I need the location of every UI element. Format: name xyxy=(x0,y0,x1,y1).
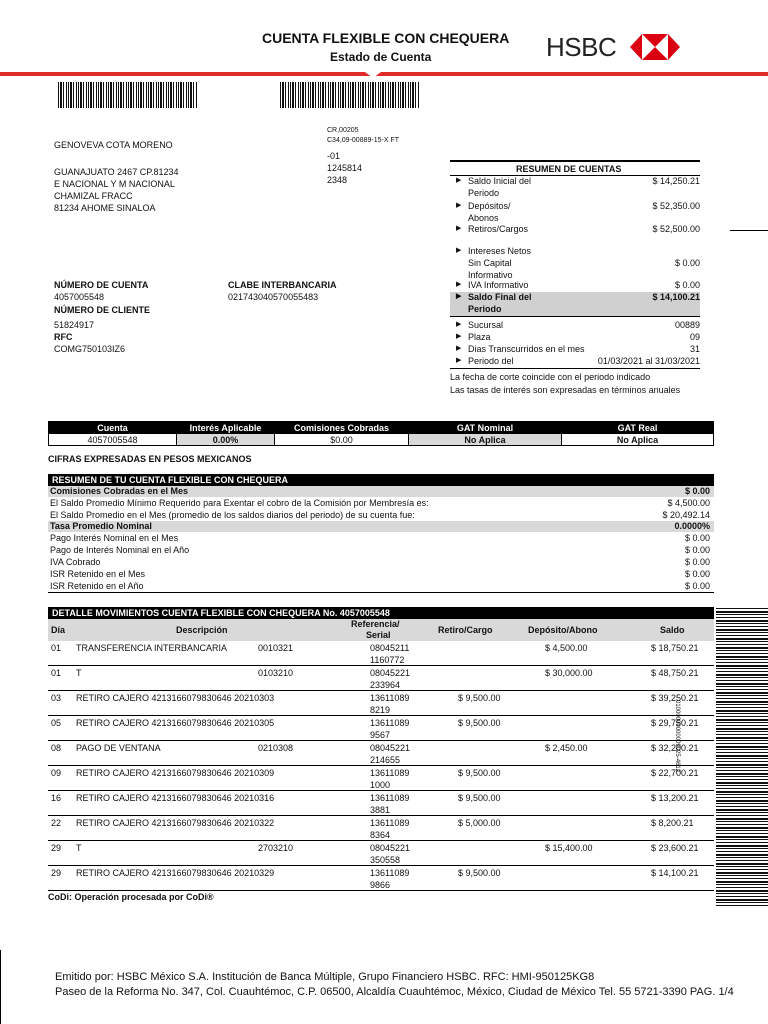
comisiones-row xyxy=(48,486,714,497)
transaction-day: 29 xyxy=(51,843,62,853)
transaction-description-code: 0010321 xyxy=(258,643,294,653)
gat-value-cell: No Aplica xyxy=(409,434,562,446)
summary-label: Periodo del xyxy=(468,356,514,366)
row-label: Comisiones Cobradas en el Mes xyxy=(50,486,189,496)
hsbc-hexagon-icon xyxy=(630,34,680,60)
transaction-description: TRANSFERENCIA INTERBANCARIA xyxy=(76,643,228,653)
interest-row xyxy=(48,556,714,568)
summary-note-2: Las tasas de interés son expresadas en términos anuales xyxy=(450,385,681,395)
transaction-day: 16 xyxy=(51,793,62,803)
gat-header-cell: Cuenta xyxy=(49,422,177,434)
currency-note: CIFRAS EXPRESADAS EN PESOS MEXICANOS xyxy=(48,454,252,464)
clabe-label: CLABE INTERBANCARIA xyxy=(228,280,337,290)
side-barcode xyxy=(716,608,768,908)
gat-value-cell: 0.00% xyxy=(177,434,275,446)
routing-code-5: 2348 xyxy=(327,175,348,185)
bullet-icon: ▶ xyxy=(456,333,462,340)
summary-label: Retiros/Cargos xyxy=(468,224,529,234)
interest-row xyxy=(48,544,714,556)
customer-address-1: GUANAJUATO 2467 CP.81234 xyxy=(54,167,179,177)
row-label: Pago Interés Nominal en el Mes xyxy=(50,533,179,543)
summary-label: IVA Informativo xyxy=(468,280,529,290)
transaction-serial: 9567 xyxy=(370,730,391,740)
hsbc-logo-text: HSBC xyxy=(546,32,617,62)
transaction-row xyxy=(48,741,714,766)
saldo-promedio-row xyxy=(48,509,714,521)
barcode-right xyxy=(280,82,420,108)
header-divider-notch xyxy=(365,72,381,78)
barcode-left xyxy=(58,82,198,108)
transaction-row xyxy=(48,841,714,866)
transaction-description: PAGO DE VENTANA xyxy=(76,743,161,753)
summary-label: Intereses Netos xyxy=(468,246,532,256)
client-number-label: NÚMERO DE CLIENTE xyxy=(54,305,151,315)
bullet-icon: ▶ xyxy=(456,321,462,328)
gat-table xyxy=(48,421,714,446)
summary-label-cont: Sin Capital xyxy=(468,258,512,268)
customer-address-3: CHAMIZAL FRACC xyxy=(54,191,133,201)
transaction-row xyxy=(48,866,714,891)
summary-label: Saldo Final del xyxy=(468,292,532,302)
clabe-number: 021743040570055483 xyxy=(228,292,319,302)
transactions-column-header xyxy=(48,619,714,641)
summary-label: Dias Transcurridos en el mes xyxy=(468,344,585,354)
transaction-serial: 9866 xyxy=(370,880,391,890)
transactions-section xyxy=(48,607,714,903)
summary-label-cont: Periodo xyxy=(468,304,502,314)
section-header: DETALLE MOVIMIENTOS CUENTA FLEXIBLE CON CHEQUERA No. 4057005548 xyxy=(48,607,714,619)
summary-value: $ 14,100.21 xyxy=(652,292,700,302)
row-label: El Saldo Promedio en el Mes (promedio de los saldos diarios del periodo) de su cuenta fue: xyxy=(50,510,415,520)
transaction-description: RETIRO CAJERO 4213166079830646 20210309 xyxy=(76,768,275,778)
transaction-day: 01 xyxy=(51,643,62,653)
transaction-day: 03 xyxy=(51,693,62,703)
transaction-row xyxy=(48,816,714,841)
transaction-balance: $ 29,750.21 xyxy=(651,718,699,728)
summary-value: $ 0.00 xyxy=(674,280,700,290)
transaction-serial: 1000 xyxy=(370,780,391,790)
row-label: ISR Retenido en el Año xyxy=(50,581,144,591)
footer-margin-mark xyxy=(0,950,1,1024)
document-title: CUENTA FLEXIBLE CON CHEQUERA xyxy=(262,30,510,46)
row-value: $ 0.00 xyxy=(684,533,710,543)
summary-value: 00889 xyxy=(674,320,700,330)
transaction-balance: $ 22,700.21 xyxy=(651,768,699,778)
gat-header-cell: GAT Nominal xyxy=(409,422,562,434)
transaction-balance: $ 18,750.21 xyxy=(651,643,699,653)
transaction-withdrawal: $ 9,500.00 xyxy=(458,693,501,703)
summary-label: Sucursal xyxy=(468,320,504,330)
rfc-label: RFC xyxy=(54,332,73,342)
tasa-row xyxy=(48,521,714,532)
summary-label-cont: Informativo xyxy=(468,270,513,280)
bullet-icon: ▶ xyxy=(456,357,462,364)
gat-value-cell: $0.00 xyxy=(275,434,409,446)
summary-label: Depósitos/ xyxy=(468,201,511,211)
transaction-day: 09 xyxy=(51,768,62,778)
row-value: $ 0.00 xyxy=(684,569,710,579)
col-saldo: Saldo xyxy=(660,625,685,635)
transaction-row xyxy=(48,641,714,666)
transaction-description: RETIRO CAJERO 4213166079830646 20210303 xyxy=(76,693,275,703)
transaction-serial: 350558 xyxy=(370,855,401,865)
summary-value: 01/03/2021 al 31/03/2021 xyxy=(597,356,700,366)
row-value: $ 0.00 xyxy=(684,557,710,567)
transaction-day: 05 xyxy=(51,718,62,728)
summary-value: $ 52,500.00 xyxy=(652,224,700,234)
gat-header-row xyxy=(49,422,714,434)
transaction-withdrawal: $ 5,000.00 xyxy=(458,818,501,828)
transaction-deposit: $ 30,000.00 xyxy=(545,668,593,678)
transaction-reference: 13611089 xyxy=(370,693,410,703)
transaction-reference: 13611089 xyxy=(370,793,410,803)
routing-code-2: C34,09-00889-15-X FT xyxy=(327,137,399,144)
bullet-icon: ▶ xyxy=(456,293,462,300)
bullet-icon: ▶ xyxy=(456,345,462,352)
transaction-serial: 8219 xyxy=(370,705,391,715)
summary-label: Plaza xyxy=(468,332,491,342)
fold-mark xyxy=(730,230,768,231)
transaction-deposit: $ 2,450.00 xyxy=(545,743,588,753)
bullet-icon: ▶ xyxy=(456,247,462,254)
transaction-reference: 08045221 xyxy=(370,743,411,753)
interest-row xyxy=(48,580,714,593)
gat-header-cell: GAT Real xyxy=(562,422,714,434)
summary-title: RESUMEN DE CUENTAS xyxy=(516,164,622,174)
col-referencia: Referencia/ xyxy=(351,619,400,629)
codi-note: CoDi: Operación procesada por CoDi® xyxy=(48,892,214,902)
transaction-serial: 3881 xyxy=(370,805,391,815)
transaction-balance: $ 32,200.21 xyxy=(651,743,699,753)
summary-label-cont: Periodo xyxy=(468,188,500,198)
summary-label: Saldo Inicial del xyxy=(468,176,532,186)
summary-value: $ 0.00 xyxy=(674,258,700,268)
transaction-balance: $ 8,200.21 xyxy=(651,818,694,828)
col-serial: Serial xyxy=(366,630,391,640)
gat-value-cell: No Aplica xyxy=(562,434,714,446)
transaction-description: RETIRO CAJERO 4213166079830646 20210329 xyxy=(76,868,275,878)
transaction-row xyxy=(48,766,714,791)
account-number: 4057005548 xyxy=(54,292,105,302)
document-subtitle: Estado de Cuenta xyxy=(330,50,432,64)
footer-address: Paseo de la Reforma No. 347, Col. Cuauhtémoc, C.P. 06500, Alcaldía Cuauhtémoc, México, Ciudad de México Tel. 55 5721-3390 PAG. 1/4 xyxy=(55,986,734,998)
transaction-description-code: 0210308 xyxy=(258,743,294,753)
footer-issuer: Emitido por: HSBC México S.A. Institución de Banca Múltiple, Grupo Financiero HSBC. RFC: HMI-950125KG8 xyxy=(55,971,595,983)
summary-value: $ 14,250.21 xyxy=(652,176,700,186)
bullet-icon: ▶ xyxy=(456,202,462,209)
transaction-reference: 13611089 xyxy=(370,868,410,878)
transaction-reference: 08045221 xyxy=(370,843,411,853)
bullet-icon: ▶ xyxy=(456,281,462,288)
transaction-withdrawal: $ 9,500.00 xyxy=(458,868,501,878)
account-summary xyxy=(450,160,700,400)
transaction-row xyxy=(48,716,714,741)
transaction-day: 29 xyxy=(51,868,62,878)
transactions-rows xyxy=(48,641,714,891)
routing-code-4: 1245814 xyxy=(327,163,363,173)
transaction-description: RETIRO CAJERO 4213166079830646 20210316 xyxy=(76,793,275,803)
transaction-day: 08 xyxy=(51,743,62,753)
row-label: El Saldo Promedio Mínimo Requerido para Exentar el cobro de la Comisión por Membresía es: xyxy=(50,498,429,508)
transaction-row xyxy=(48,666,714,691)
row-value: $ 0.00 xyxy=(684,545,710,555)
transaction-serial: 233964 xyxy=(370,680,401,690)
gat-header-cell: Comisiones Cobradas xyxy=(275,422,409,434)
transaction-withdrawal: $ 9,500.00 xyxy=(458,793,501,803)
transaction-balance: $ 23,600.21 xyxy=(651,843,699,853)
client-number: 51824917 xyxy=(54,320,95,330)
account-summary-section xyxy=(48,474,714,593)
customer-address-2: E NACIONAL Y M NACIONAL xyxy=(54,179,175,189)
transaction-balance: $ 48,750.21 xyxy=(651,668,699,678)
customer-name: GENOVEVA COTA MORENO xyxy=(54,140,173,150)
transaction-description-code: 2703210 xyxy=(258,843,294,853)
gat-header-cell: Interés Aplicable xyxy=(177,422,275,434)
bullet-icon: ▶ xyxy=(456,177,462,184)
row-label: Tasa Promedio Nominal xyxy=(50,521,152,531)
summary-mid-rule xyxy=(450,316,700,317)
interest-row xyxy=(48,532,714,544)
section-header: RESUMEN DE TU CUENTA FLEXIBLE CON CHEQUERA xyxy=(48,474,714,486)
transaction-withdrawal: $ 9,500.00 xyxy=(458,768,501,778)
transaction-balance: $ 14,100.21 xyxy=(651,868,699,878)
transaction-description-code: 0103210 xyxy=(258,668,294,678)
transaction-description: T xyxy=(76,843,82,853)
summary-value: $ 52,350.00 xyxy=(652,201,700,211)
saldo-minimo-row xyxy=(48,497,714,509)
row-value: $ 0.00 xyxy=(684,581,710,591)
col-dia: Día xyxy=(51,625,66,635)
routing-code-1: CR,00205 xyxy=(327,127,359,134)
transaction-row xyxy=(48,691,714,716)
summary-note-1: La fecha de corte coincide con el periodo indicado xyxy=(450,372,651,382)
transaction-serial: 8364 xyxy=(370,830,391,840)
rfc-value: COMG750103IZ6 xyxy=(54,344,126,354)
transaction-day: 01 xyxy=(51,668,62,678)
transaction-reference: 08045211 xyxy=(370,643,410,653)
transaction-withdrawal: $ 9,500.00 xyxy=(458,718,501,728)
row-label: Pago de Interés Nominal en el Año xyxy=(50,545,190,555)
bullet-icon: ▶ xyxy=(456,225,462,232)
interest-row xyxy=(48,568,714,580)
transaction-reference: 13611089 xyxy=(370,768,410,778)
row-value: $ 4,500.00 xyxy=(667,498,710,508)
transaction-description: RETIRO CAJERO 4213166079830646 20210322 xyxy=(76,818,275,828)
transaction-row xyxy=(48,791,714,816)
summary-value: 31 xyxy=(689,344,700,354)
side-code-text: 01000000000009025-4612 xyxy=(674,700,680,773)
row-label: IVA Cobrado xyxy=(50,557,101,567)
transaction-description: T xyxy=(76,668,82,678)
transaction-serial: 1160772 xyxy=(370,655,405,665)
summary-label-cont: Abonos xyxy=(468,213,499,223)
summary-bottom-rule xyxy=(450,368,700,369)
gat-value-row xyxy=(49,434,714,446)
transaction-serial: 214655 xyxy=(370,755,401,765)
summary-value: 09 xyxy=(689,332,700,342)
transaction-deposit: $ 4,500.00 xyxy=(545,643,588,653)
summary-row-saldo-final xyxy=(450,292,700,316)
row-value: $ 0.00 xyxy=(684,486,710,496)
row-value: 0.0000% xyxy=(674,521,710,531)
header-divider xyxy=(0,72,768,76)
routing-code-3: -01 xyxy=(327,151,341,161)
gat-value-cell: 4057005548 xyxy=(49,434,177,446)
account-number-label: NÚMERO DE CUENTA xyxy=(54,280,149,290)
transaction-balance: $ 39,250.21 xyxy=(651,693,699,703)
transaction-day: 22 xyxy=(51,818,62,828)
transaction-reference: 13611089 xyxy=(370,818,410,828)
row-value: $ 20,492.14 xyxy=(662,510,710,520)
transaction-balance: $ 13,200.21 xyxy=(651,793,699,803)
col-retiro: Retiro/Cargo xyxy=(438,625,493,635)
customer-address-4: 81234 AHOME SINALOA xyxy=(54,203,156,213)
col-deposito: Depósito/Abono xyxy=(528,625,598,635)
row-label: ISR Retenido en el Mes xyxy=(50,569,146,579)
transaction-description: RETIRO CAJERO 4213166079830646 20210305 xyxy=(76,718,275,728)
summary-top-rule xyxy=(450,160,700,162)
transaction-reference: 13611089 xyxy=(370,718,410,728)
transaction-deposit: $ 15,400.00 xyxy=(545,843,593,853)
col-descripcion: Descripción xyxy=(176,625,228,635)
transaction-reference: 08045221 xyxy=(370,668,411,678)
